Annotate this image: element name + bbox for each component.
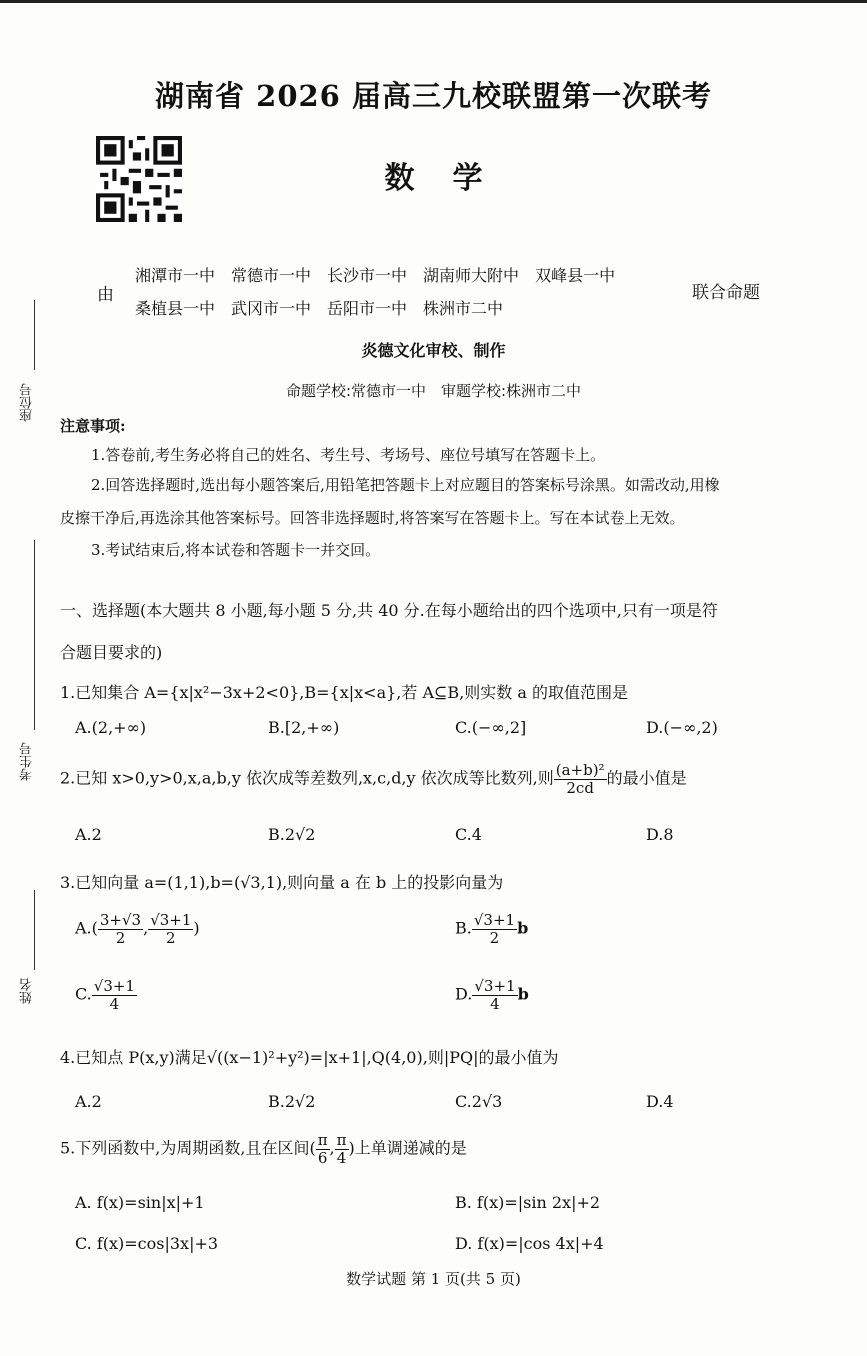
school-name: 湖南师大附中 bbox=[423, 266, 520, 285]
q2-option-d: D.8 bbox=[646, 825, 674, 844]
q3-c-den: 4 bbox=[109, 994, 120, 1013]
q5-frac-1-den: 6 bbox=[317, 1148, 328, 1167]
question-5-stem bbox=[60, 1132, 467, 1166]
question-4-stem: 4.已知点 P(x,y)满足√((x−1)²+y²)=|x+1|,Q(4,0),则|PQ|的最小值为 bbox=[60, 1048, 559, 1067]
school-name: 岳阳市一中 bbox=[327, 299, 408, 318]
q5-option-c: C. f(x)=cos|3x|+3 bbox=[75, 1234, 219, 1253]
notes-title: 注意事项: bbox=[60, 417, 126, 435]
review-label: 炎德文化审校、制作 bbox=[361, 341, 506, 360]
q5-frac-2-den: 4 bbox=[336, 1148, 347, 1167]
q5-frac-1 bbox=[316, 1132, 330, 1166]
q3-d-den: 4 bbox=[490, 994, 500, 1013]
q1-option-d: D.(−∞,2) bbox=[646, 718, 718, 737]
subject-title: 数学 bbox=[384, 161, 521, 196]
name-label: 姓名 bbox=[20, 978, 35, 1004]
q2-option-a: A.2 bbox=[75, 825, 102, 844]
q4-option-a: A.2 bbox=[75, 1092, 102, 1111]
q3-c-label: C. bbox=[75, 984, 92, 1004]
exam-no-label: 考生号 bbox=[20, 742, 35, 781]
q5-option-a: A. f(x)=sin|x|+1 bbox=[75, 1193, 205, 1212]
q1-option-b: B.[2,+∞) bbox=[268, 718, 340, 737]
q2-frac-num: (a+b)² bbox=[555, 761, 605, 779]
q4-option-d: D.4 bbox=[646, 1092, 674, 1111]
q3-b-num: √3+1 bbox=[473, 911, 516, 929]
q4-option-c: C.2√3 bbox=[455, 1092, 503, 1111]
q3-a-label: A.( bbox=[75, 918, 98, 938]
q3-option-d bbox=[455, 978, 529, 1012]
q3-a-end: ) bbox=[193, 918, 200, 938]
exam-no-line bbox=[34, 540, 35, 730]
q5-sep: , bbox=[329, 1138, 335, 1158]
question-2-stem bbox=[60, 762, 687, 796]
name-line bbox=[34, 890, 35, 970]
q3-a-num-2: √3+1 bbox=[150, 911, 192, 929]
school-name: 双峰县一中 bbox=[535, 266, 616, 285]
page-footer: 数学试题 第 1 页(共 5 页) bbox=[346, 1270, 521, 1288]
section-heading: 一、选择题(本大题共 8 小题,每小题 5 分,共 40 分.在每小题给出的四个选项中,只有一项是符 bbox=[60, 601, 718, 620]
q3-a-sep: , bbox=[143, 918, 149, 938]
q3-d-frac bbox=[472, 978, 517, 1012]
q2-stem-b: 的最小值是 bbox=[606, 768, 687, 788]
q2-option-c: C.4 bbox=[455, 825, 482, 844]
school-name: 湘潭市一中 bbox=[135, 266, 216, 285]
q3-c-num: √3+1 bbox=[93, 977, 135, 995]
q2-option-b: B.2√2 bbox=[268, 825, 316, 844]
q3-c-frac bbox=[92, 978, 137, 1012]
q5-frac-1-num: π bbox=[317, 1131, 328, 1149]
question-1-stem: 1.已知集合 A={x|x²−3x+2<0},B={x|x<a},若 A⊆B,则实数 a 的取值范围是 bbox=[60, 683, 628, 702]
q3-b-frac bbox=[472, 912, 517, 946]
q5-frac-2 bbox=[335, 1132, 349, 1166]
note-item: 皮擦干净后,再选涂其他答案标号。回答非选择题时,将答案写在答题卡上。写在本试卷上无效。 bbox=[60, 509, 685, 527]
q3-d-label: D. bbox=[455, 984, 473, 1004]
proposer-label: 命题学校:常德市一中 审题学校:株洲市二中 bbox=[285, 382, 582, 400]
q1-option-a: A.(2,+∞) bbox=[75, 718, 147, 737]
q3-option-a bbox=[75, 912, 200, 946]
q3-d-vector: b bbox=[517, 984, 529, 1004]
exam-title: 湖南省 2026 届高三九校联盟第一次联考 bbox=[155, 79, 712, 113]
q3-option-b bbox=[455, 912, 528, 946]
school-name: 武冈市一中 bbox=[231, 299, 312, 318]
q2-stem-a: 2.已知 x>0,y>0,x,a,b,y 依次成等差数列,x,c,d,y 依次成等比数列,则 bbox=[60, 768, 554, 788]
q5-frac-2-num: π bbox=[336, 1131, 347, 1149]
q5-option-b: B. f(x)=|sin 2x|+2 bbox=[455, 1193, 601, 1212]
by-label: 由 bbox=[97, 285, 114, 305]
q2-fraction bbox=[554, 762, 607, 796]
q5-option-d: D. f(x)=|cos 4x|+4 bbox=[455, 1234, 604, 1253]
q3-option-c bbox=[75, 978, 137, 1012]
school-name: 常德市一中 bbox=[231, 266, 312, 285]
q5-stem-a: 5.下列函数中,为周期函数,且在区间( bbox=[60, 1138, 316, 1158]
q3-a-den-2: 2 bbox=[166, 928, 176, 947]
q2-frac-den: 2cd bbox=[566, 778, 594, 797]
q3-a-num-1: 3+√3 bbox=[99, 911, 142, 929]
page-top-edge bbox=[0, 0, 867, 3]
q3-a-frac-1 bbox=[98, 912, 143, 946]
joint-label: 联合命题 bbox=[692, 283, 760, 303]
q3-b-vector: b bbox=[517, 918, 529, 938]
school-row-1 bbox=[135, 263, 631, 286]
note-item: 2.回答选择题时,选出每小题答案后,用铅笔把答题卡上对应题目的答案标号涂黑。如需改动,用橡 bbox=[91, 476, 720, 494]
q3-a-den-1: 2 bbox=[115, 928, 126, 947]
school-row-2 bbox=[135, 296, 519, 319]
section-heading-cont: 合题目要求的) bbox=[60, 643, 163, 662]
school-name: 长沙市一中 bbox=[327, 266, 408, 285]
q4-option-b: B.2√2 bbox=[268, 1092, 316, 1111]
q3-d-num: √3+1 bbox=[474, 977, 516, 995]
note-item: 3.考试结束后,将本试卷和答题卡一并交回。 bbox=[91, 541, 381, 559]
q3-a-frac-2 bbox=[148, 912, 193, 946]
q3-b-label: B. bbox=[455, 918, 472, 938]
q5-stem-b: )上单调递减的是 bbox=[348, 1138, 467, 1158]
q1-option-c: C.(−∞,2] bbox=[455, 718, 527, 737]
note-item: 1.答卷前,考生务必将自己的姓名、考生号、考场号、座位号填写在答题卡上。 bbox=[91, 446, 606, 464]
school-name: 桑植县一中 bbox=[135, 299, 216, 318]
seat-label: 座位号 bbox=[20, 383, 35, 422]
question-3-stem: 3.已知向量 a=(1,1),b=(√3,1),则向量 a 在 b 上的投影向量为 bbox=[60, 873, 504, 892]
school-name: 株洲市二中 bbox=[423, 299, 504, 318]
q3-b-den: 2 bbox=[489, 928, 500, 947]
